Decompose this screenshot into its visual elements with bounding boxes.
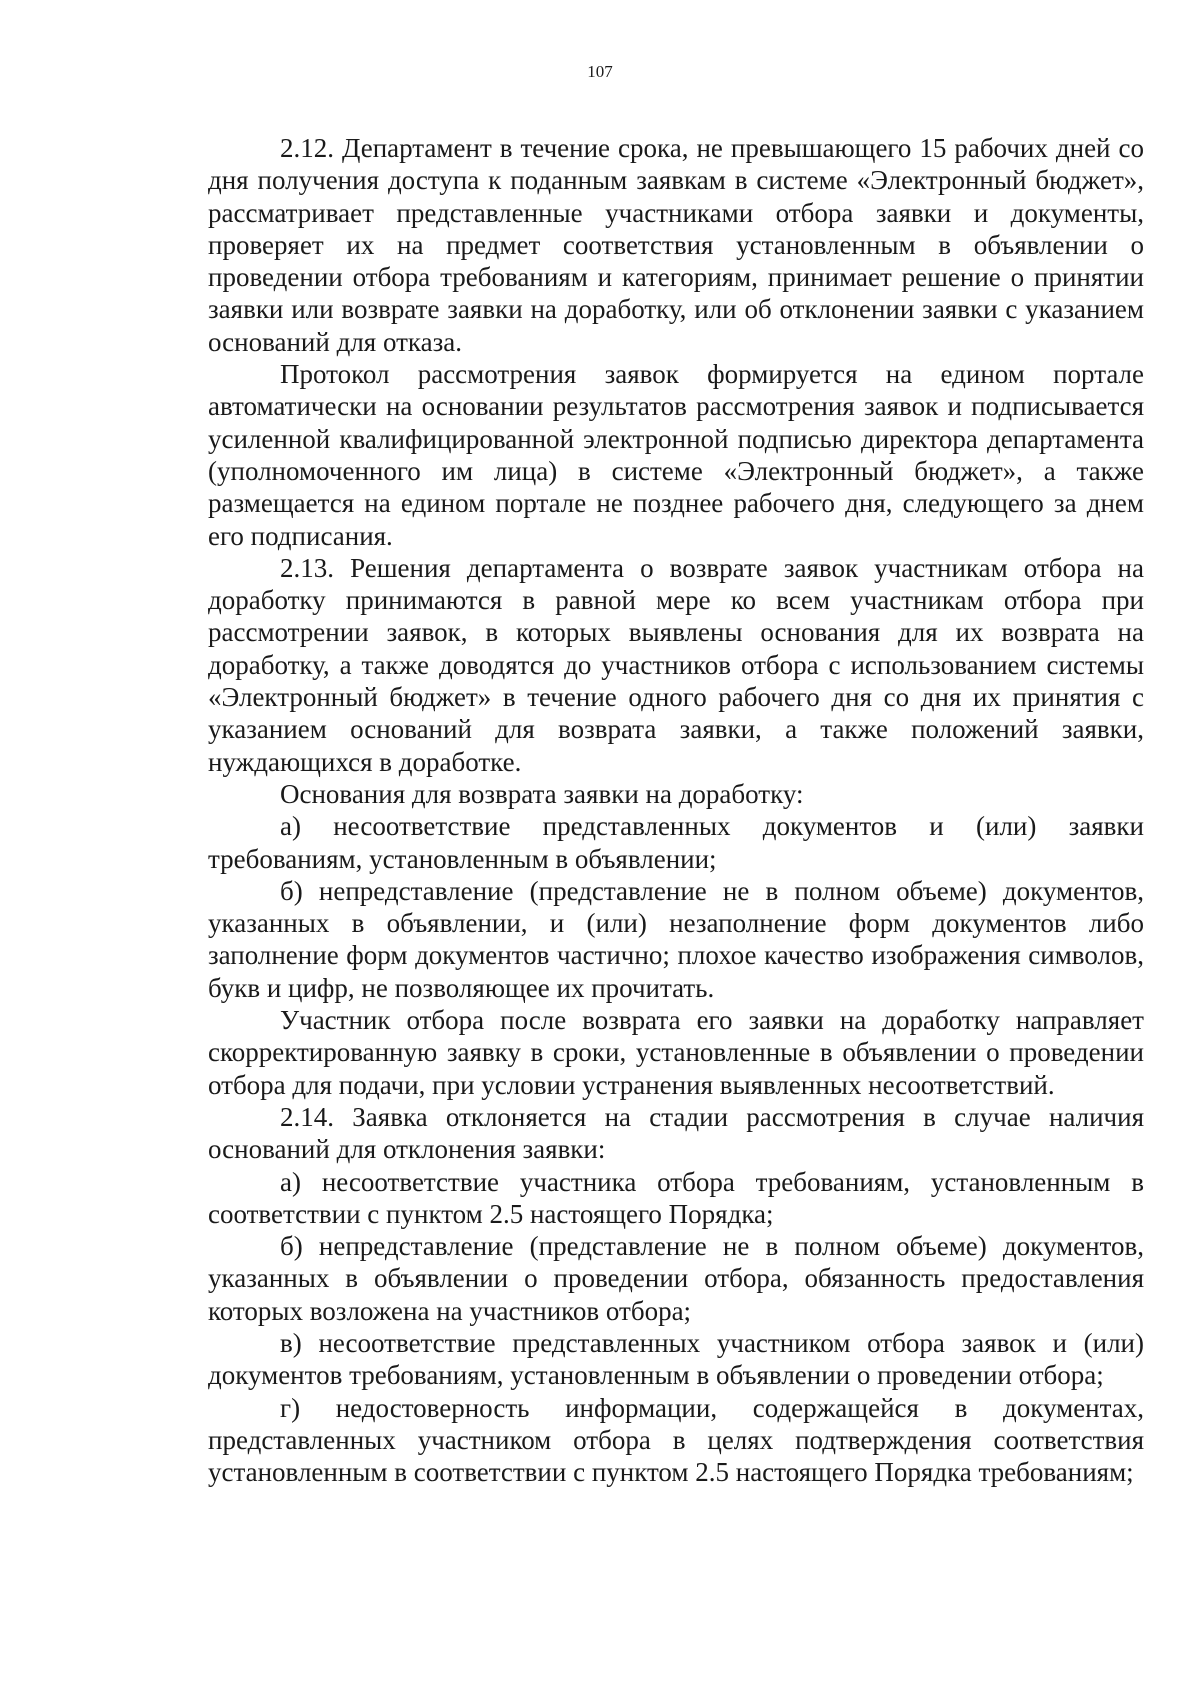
list-item-return-b: б) непредставление (представление не в полном объеме) документов, указанных в объявлении, и (или) незаполнение форм документов либо заполнение форм документов частично; плохое качество изображения символов, букв и цифр, не позволяющее их прочитать. xyxy=(208,875,1144,1003)
paragraph-2-14: 2.14. Заявка отклоняется на стадии рассмотрения в случае наличия оснований для отклонения заявки: xyxy=(208,1101,1144,1165)
page-number: 107 xyxy=(587,62,613,81)
list-item-reject-b: б) непредставление (представление не в полном объеме) документов, указанных в объявлении о проведении отбора, обязанность предоставления которых возложена на участников отбора; xyxy=(208,1231,1144,1326)
list-item-reject-a: а) несоответствие участника отбора требованиям, установленным в соответствии с пунктом 2.5 настоящего Порядка; xyxy=(208,1166,1144,1229)
paragraph-2-13: 2.13. Решения департамента о возврате заявок участникам отбора на доработку принимаются в равной мере ко всем участникам отбора при рассмотрении заявок, в которых выявлены основания для их возврата на доработку, а также доводятся до участников отбора с использованием системы «Электронный бюджет» в течение одного рабочего дня со дня их принятия с указанием оснований для возврата заявки, а также положений заявки, нуждающихся в доработке. xyxy=(208,552,1144,777)
paragraph-resubmission: Участник отбора после возврата его заявки на доработку направляет скорректированную заявку в сроки, установленные в объявлении о проведении отбора для подачи, при условии устранения выявленных несоответствий. xyxy=(208,1005,1144,1100)
list-item-reject-v: в) несоответствие представленных участником отбора заявок и (или) документов требованиям, установленным в объявлении о проведении отбора; xyxy=(208,1327,1144,1391)
list-item-return-a: а) несоответствие представленных документов и (или) заявки требованиям, установленным в объявлении; xyxy=(208,811,1144,874)
document-body xyxy=(208,132,1144,1488)
list-item-reject-g: г) недостоверность информации, содержащейся в документах, представленных участником отбора в целях подтверждения соответствия установленным в соответствии с пунктом 2.5 настоящего Порядка требованиям; xyxy=(208,1392,1144,1488)
paragraph-2-12: 2.12. Департамент в течение срока, не превышающего 15 рабочих дней со дня получения доступа к поданным заявкам в системе «Электронный бюджет», рассматривает представленные участниками отбора заявки и документы, проверяет их на предмет соответствия установленным в объявлении о проведении отбора требованиям и категориям, принимает решение о принятии заявки или возврате заявки на доработку, или об отклонении заявки с указанием оснований для отказа. xyxy=(208,133,1144,357)
paragraph-return-grounds-heading: Основания для возврата заявки на доработку: xyxy=(280,778,804,809)
paragraph-protocol: Протокол рассмотрения заявок формируется на едином портале автоматически на основании результатов рассмотрения заявок и подписывается усиленной квалифицированной электронной подписью директора департамента (уполномоченного им лица) в системе «Электронный бюджет», а также размещается на едином портале не позднее рабочего дня, следующего за днем его подписания. xyxy=(208,359,1144,551)
